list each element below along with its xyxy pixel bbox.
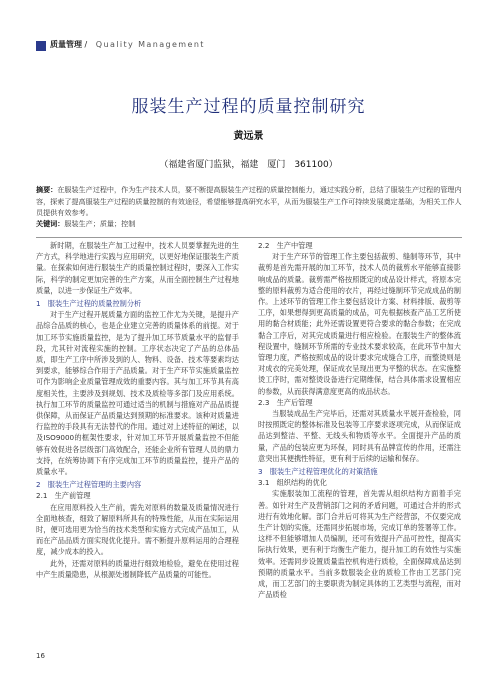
section-3-1-heading: 3.1 组织结构的优化 — [258, 478, 327, 488]
header-accent-bar — [36, 41, 46, 51]
section-1-paragraph: 对于生产过程开展质量方面的监控工作尤为关键，是提升产品综合品质的核心，也是企业建立完善的质量体系的前提。对于加工环节实施质量监控，是为了提升加工环节质量水平的监督手段，尤其针对流程实施的控制。工序状态决定了产品的总体品质，即生产工序中所涉及到的人、物料、设备、技术等要素均达到要求，能够综合作用于产品质量。对于生产环节实施质量监控可作为影响企业质量管理成效的重要内容。其与加工环节具有高度相关性，主要涉及到规划、技术及质检等多部门及应用系统。执行加工环节的质量监控可通过适当的机制与措施对产品品质提供保障，从而保证产品质量达到预期的标准要求。该种对质量进行监控的手段具有无法替代的作用。通过对上述特征的阐述，以及ISO9000的框架性要求，针对加工环节开展质量监控不但能够有效促进各层级部门高效配合，还能企业所有管理人员的鼎力支持，在统筹协调下有序完成加工环节的质量监控，提升产品的质量水平。 — [36, 310, 239, 477]
section-2-2-heading: 2.2 生产中管理 — [258, 241, 313, 250]
section-2-3-paragraph: 当服装成品生产完毕后，还需对其质量水平展开查检验，同时按照既定的整体标准及包装等工序要求逐项完成，从而保证成品达到整洁、平整、无线头和物质等水平。全面提升产品的质量，产品的包装应更为环保，同时具有品牌宣传的作用，还需注意突出其便携性特征，更有利于后续的运输和保存。 — [258, 409, 461, 463]
article-author: 黄远景 — [233, 131, 264, 142]
right-column — [258, 240, 461, 601]
section-2-3-heading: 2.3 生产后管理 — [258, 397, 313, 407]
page-number: 16 — [36, 652, 45, 660]
keywords-label: 关键词： — [36, 219, 65, 228]
section-2-1-heading: 2.1 生产前管理 — [36, 491, 91, 501]
abstract-label: 摘要： — [36, 185, 58, 194]
left-column — [36, 240, 239, 580]
journal-header — [50, 39, 205, 51]
section-2-1-paragraph: 在应用原料投入生产前，需先对原料的数量及质量情况进行全面地核查，细致了解原料所具有的特殊性能，从而在实际运用时，便可选用更为恰当的技术类型和实施方式完成产品加工，从而在产品品质方面实现优化提升。需不断提升原料运用的合理程度，减少成本的投入。 — [36, 502, 239, 557]
section-3-heading: 3 服装生产过程管理优化的对策措施 — [258, 467, 378, 477]
journal-separator: / — [84, 40, 88, 49]
section-2-1-paragraph-2: 此外，还需对原料的质量进行细致地检验，避免在使用过程中产生质量隐患，从根源处遏制降低产品质量的可能性。 — [36, 558, 239, 579]
keywords — [36, 218, 464, 229]
journal-name-cn: 质量管理 — [50, 40, 82, 49]
section-2-2-paragraph: 对于生产环节的管理工作主要包括裁剪、缝制等环节，其中裁剪是首先需开展的加工环节，技术人员的裁剪水平能够直接影响成品的质量。裁剪需严格按照既定的成品设计样式，将原本完整的原料裁剪为适合使用的衣片，再经过缝制环节完成成品的制作。上述环节的管理工作主要包括设计方案、材料排版、裁剪等工序，如果想得到更高质量的成品，可先根据核查产品工艺所使用的黏合材质能；此外还需设置更符合要求的黏合参数；在完成黏合工序后，对其完成质量进行相应检验。在服装生产的整体流程设置中，缝制环节所需的专业技术要求较高，在此环节中加大管理力度，严格按照成品的设计要求完成缝合工序，而整烫则是对成衣的完美处理，保证成衣呈现出更为平整的状态。在实施整烫工序时，需对整烫设备进行定期维保，结合具体需求设置相应的参数，从而获得满意度更高的成品状态。 — [258, 252, 461, 396]
abstract — [36, 184, 464, 219]
keywords-text: 服装生产；质量；控制 — [64, 219, 136, 228]
abstract-text: 在服装生产过程中，作为生产技术人员，要不断提高服装生产过程的质量控制能力，通过实践分析，总结了服装生产过程的管理内容，探索了提高服装生产过程的质量控制的有效途径，希望能够提高研究水平，从而为服装生产工作可持续发展奠定基础，为相关工作人员提供有效参考。 — [36, 185, 462, 218]
section-1-heading: 1 服装生产过程的质量控制分析 — [36, 299, 142, 309]
journal-name-en: Quality Management — [95, 40, 205, 49]
article-affiliation: （福建省厦门监狱，福建 厦门 361100） — [159, 160, 338, 170]
intro-paragraph: 新时期，在服装生产加工过程中，技术人员要掌握先进的生产方式，科学地进行实践与应用研究，以更好地保证服装生产质量。在探索如何进行服装生产的质量控制过程时，要深入工作实际，科学的制定更加完善的生产方案，从而全面控制生产过程地质量，以进一步保证生产效率。 — [36, 241, 239, 295]
article-title: 服装生产过程的质量控制研究 — [131, 97, 366, 117]
section-3-1-paragraph: 实施服装加工流程的管理，首先需从组织结构方面着手完善。如针对生产及营销部门之间的矛盾问题，可通过合并的形式进行有效地化解。部门合并后可将其为生产经营部，不仅要完成生产计划的实施，还需同步拓展市场，完成订单的签署等工作。这样不但能够增加人员编制，还可有效提升产品可控性，提高实际执行效果，更有利于均衡生产能力，提升加工的有效性与实施效率。还需同步设置质量监控机构进行质检，全面保障成品达到预期的质量水平。当前多数服装企业的质检工作由工艺部门完成，而工艺部门的主要职责为制定具体的工艺类型与流程，而对产品质检 — [258, 489, 461, 600]
section-2-heading: 2 服装生产过程管理的主要内容 — [36, 480, 142, 490]
abstract-divider — [36, 237, 462, 238]
